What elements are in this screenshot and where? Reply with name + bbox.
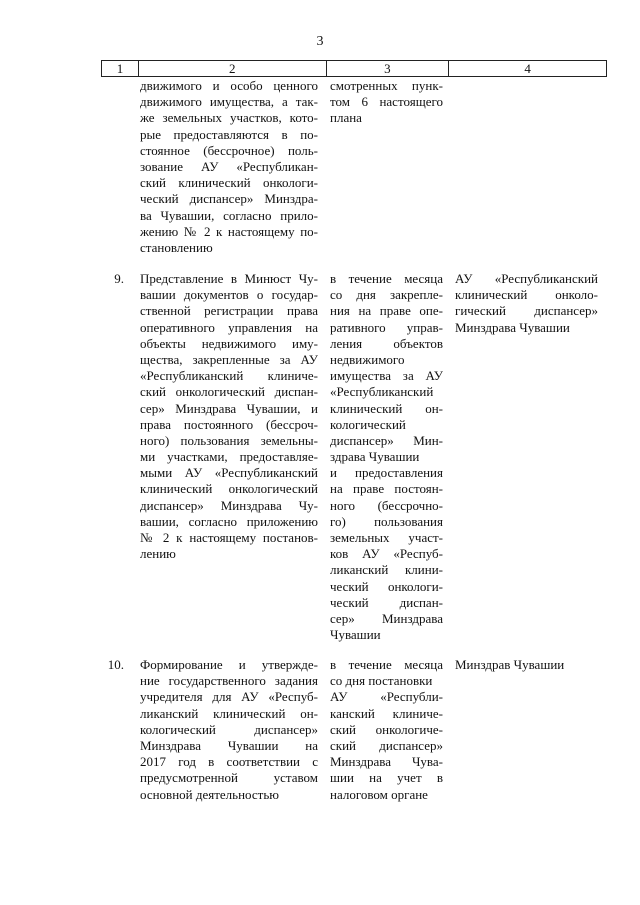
column-header-1: 1 <box>102 61 139 77</box>
text-line: движимого имущества, а так- <box>140 94 318 110</box>
column-header-row <box>102 61 607 77</box>
text-line: клинический онколо- <box>455 287 598 303</box>
text-line: ративного управ- <box>330 319 443 335</box>
row-9-deadline-text <box>330 271 443 643</box>
text-line: ми участками, предоставляе- <box>140 449 318 465</box>
text-line: АУ «Республиканский <box>455 271 598 286</box>
text-line: земельных участ- <box>330 530 443 545</box>
text-line: налоговом органе <box>330 786 428 802</box>
text-line: ликанский клинический он- <box>140 705 318 721</box>
text-line: Формирование и утвержде- <box>140 657 318 672</box>
text-line: Представление в Минюст Чу- <box>140 271 318 286</box>
text-line: здрава Чувашии <box>330 449 420 465</box>
text-line: ного) пользования земельны- <box>140 432 318 448</box>
column-header-2: 2 <box>138 61 326 77</box>
row-10-responsible-text <box>455 657 598 673</box>
row-number: 9. <box>114 271 124 286</box>
text-line: Минздрава Чува- <box>330 754 443 770</box>
text-line: и предоставления <box>330 465 443 481</box>
text-line: объекты недвижимого иму- <box>140 335 318 351</box>
text-line: вашии, согласно приложению <box>140 513 318 529</box>
text-line: ский онкологический диспан- <box>140 384 318 400</box>
text-line: том 6 настоящего <box>330 94 443 110</box>
text-line: АУ «Республи- <box>330 689 443 705</box>
text-line: Минздрава Чувашии на <box>140 737 318 753</box>
text-line: ков АУ «Респуб- <box>330 546 443 562</box>
text-line: смотренных пунк- <box>330 78 443 93</box>
text-line: жению № 2 к настоящему по- <box>140 223 318 239</box>
text-line: основной деятельностью <box>140 786 279 802</box>
text-line: со дня закрепле- <box>330 287 443 303</box>
row-10-action-text <box>140 657 318 803</box>
text-line: клинический онкологический <box>140 481 318 497</box>
page-number: 3 <box>316 34 324 49</box>
text-line: ский клинический онкологи- <box>140 175 318 191</box>
text-line: имущества за АУ <box>330 368 443 384</box>
text-line: становлению <box>140 239 213 255</box>
text-line: № 2 к настоящему постанов- <box>140 530 318 545</box>
row-number: 10. <box>107 657 124 672</box>
text-line: щества, закрепленные за АУ <box>140 351 318 367</box>
text-line: Минздрава Чувашии <box>455 319 570 335</box>
text-line: ский диспансер» <box>330 737 443 753</box>
text-line: диспансер» Минздрава Чу- <box>140 497 318 513</box>
text-line: ский онкологиче- <box>330 721 443 737</box>
text-line: «Республиканский клиниче- <box>140 368 318 384</box>
text-line: кологический <box>330 416 406 432</box>
text-line: со дня постановки <box>330 673 433 689</box>
text-line: ния на праве опе- <box>330 303 443 319</box>
column-header-4: 4 <box>449 61 607 77</box>
text-line: права постоянного (бессроч- <box>140 416 318 432</box>
text-line: ного (бессрочно- <box>330 497 443 513</box>
text-line: ственной регистрации права <box>140 303 318 319</box>
text-line: 2017 год в соответствии с <box>140 754 318 770</box>
text-line: ние государственного задания <box>140 673 318 689</box>
text-line: сер» Минздрава <box>330 610 443 626</box>
text-line: канский клиниче- <box>330 705 443 721</box>
text-line: лению <box>140 546 176 562</box>
text-line: ликанский клини- <box>330 562 443 578</box>
continuation-col2 <box>140 78 318 256</box>
text-line: ческий диспансер» Минздра- <box>140 191 318 207</box>
text-line: же земельных участков, кото- <box>140 110 318 126</box>
row-9-action-text <box>140 271 318 562</box>
text-line: зование АУ «Республикан- <box>140 158 318 174</box>
text-line: ва Чувашии, согласно прило- <box>140 207 318 223</box>
column-header-3: 3 <box>326 61 449 77</box>
text-line: недвижимого <box>330 351 405 367</box>
text-line: в течение месяца <box>330 271 443 286</box>
text-line: шии на учет в <box>330 770 443 786</box>
text-line: мыми АУ «Республиканский <box>140 465 318 481</box>
text-line: «Республиканский <box>330 384 434 400</box>
continuation-col3 <box>330 78 443 127</box>
text-line: на праве постоян- <box>330 481 443 497</box>
text-line: гический диспансер» <box>455 303 598 319</box>
text-line: стоянное (бессрочное) поль- <box>140 142 318 158</box>
text-line: предусмотренной уставом <box>140 770 318 786</box>
text-line: плана <box>330 110 362 126</box>
text-line: сер» Минздрава Чувашии, и <box>140 400 318 416</box>
row-10-deadline-text <box>330 657 443 803</box>
text-line: Чувашии <box>330 627 381 643</box>
text-line: Минздрав Чувашии <box>455 657 565 672</box>
text-line: в течение месяца <box>330 657 443 672</box>
text-line: го) пользования <box>330 513 443 529</box>
text-line: рые предоставляются в по- <box>140 126 318 142</box>
text-line: клинический он- <box>330 400 443 416</box>
text-line: вашии документов о государ- <box>140 287 318 303</box>
text-line: ления объектов <box>330 335 443 351</box>
text-line: кологический диспансер» <box>140 721 318 737</box>
column-header-table <box>101 60 607 77</box>
row-9-responsible-text <box>455 271 598 336</box>
text-line: движимого и особо ценного <box>140 78 318 93</box>
text-line: учредителя для АУ «Респуб- <box>140 689 318 705</box>
text-line: ческий диспан- <box>330 594 443 610</box>
text-line: диспансер» Мин- <box>330 432 443 448</box>
text-line: оперативного управления на <box>140 319 318 335</box>
text-line: ческий онкологи- <box>330 578 443 594</box>
